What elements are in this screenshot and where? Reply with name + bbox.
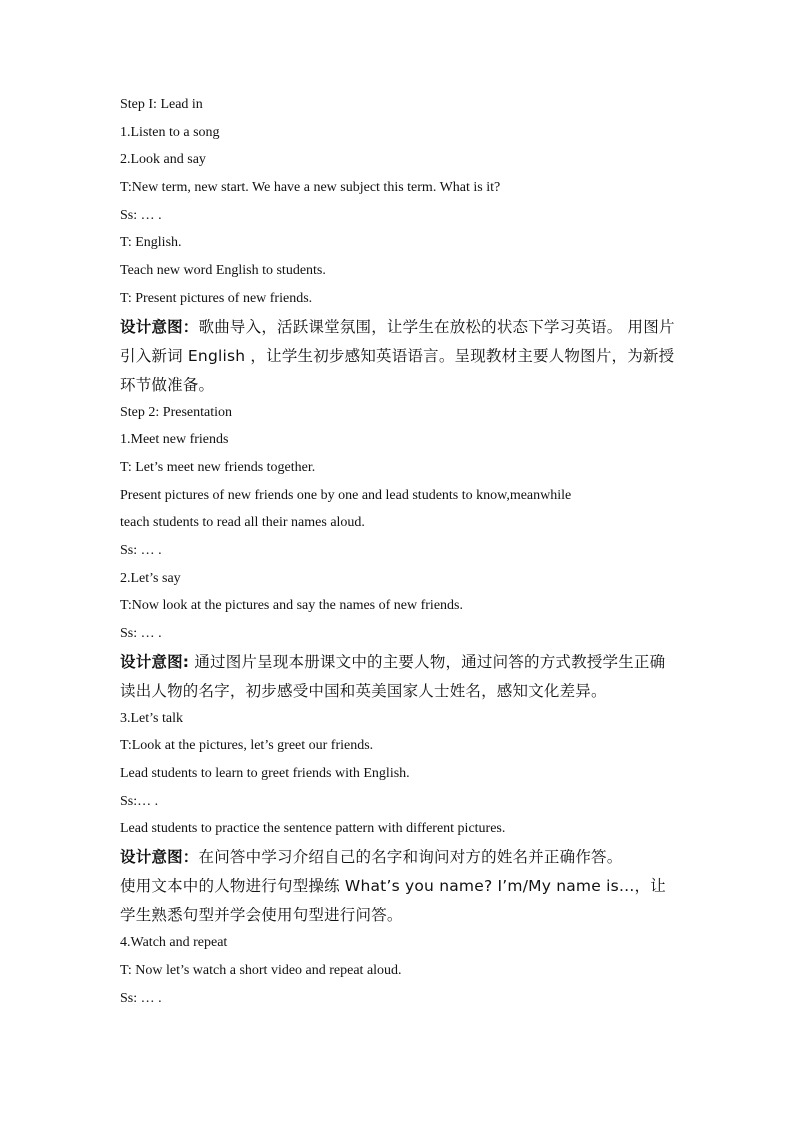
present-pictures-line: T: Present pictures of new friends. xyxy=(120,290,313,306)
listen-song-line: 1.Listen to a song xyxy=(120,124,220,140)
teacher-greet-line: T:Look at the pictures, let’s greet our friends. xyxy=(120,738,374,754)
students-response-line: Ss:… . xyxy=(120,793,159,809)
design-intent-1 xyxy=(120,313,680,400)
design-intent-3-continued: 使用文本中的人物进行句型操练 What’s you name? I’m/My name is…，让学生熟悉句型并学会使用句型进行问答。 xyxy=(120,877,666,925)
teach-word-line: Teach new word English to students. xyxy=(120,263,326,279)
design-intent-3 xyxy=(120,843,680,872)
present-one-by-one-line: Present pictures of new friends one by one and lead students to know,meanwhile xyxy=(120,487,572,503)
teacher-meet-line: T: Let’s meet new friends together. xyxy=(120,459,316,475)
lets-talk-line: 3.Let’s talk xyxy=(120,710,183,726)
students-response-line: Ss: … . xyxy=(120,990,162,1006)
watch-repeat-line: 4.Watch and repeat xyxy=(120,935,228,951)
design-intent-label: 设计意图: xyxy=(120,652,190,671)
teacher-english-line: T: English. xyxy=(120,235,182,251)
look-say-line: 2.Look and say xyxy=(120,152,206,168)
meet-friends-line: 1.Meet new friends xyxy=(120,432,229,448)
design-intent-label: 设计意图： xyxy=(120,848,199,867)
students-response-line: Ss: … . xyxy=(120,207,162,223)
design-intent-label: 设计意图： xyxy=(120,317,199,336)
teach-read-names-line: teach students to read all their names aloud. xyxy=(120,515,365,531)
lead-greet-line: Lead students to learn to greet friends with English. xyxy=(120,766,410,782)
teacher-look-say-line: T:Now look at the pictures and say the names of new friends. xyxy=(120,598,463,614)
step2-heading: Step 2: Presentation xyxy=(120,404,232,420)
design-intent-text: 在问答中学习介绍自己的名字和询问对方的姓名并正确作答。 xyxy=(198,848,623,867)
design-intent-text: 通过图片呈现本册课文中的主要人物，通过问答的方式教授学生正确读出人物的名字，初步感受中国和英美国家人士姓名，感知文化差异。 xyxy=(120,652,666,700)
document-body xyxy=(120,95,680,1016)
students-response-line: Ss: … . xyxy=(120,626,162,641)
teacher-new-term-line: T:New term, new start. We have a new subject this term. What is it? xyxy=(120,180,501,196)
step1-heading: Step I: Lead in xyxy=(120,97,203,112)
design-intent-2 xyxy=(120,648,680,706)
practice-pattern-line: Lead students to practice the sentence pattern with different pictures. xyxy=(120,821,506,837)
design-intent-text: 歌曲导入，活跃课堂氛围，让学生在放松的状态下学习英语。 用图片引入新词 English ，让学生初步感知英语语言。呈现教材主要人物图片，为新授环节做准备。 xyxy=(120,317,675,394)
teacher-watch-line: T: Now let’s watch a short video and repeat aloud. xyxy=(120,962,402,978)
students-response-line: Ss: … . xyxy=(120,542,162,558)
lets-say-line: 2.Let’s say xyxy=(120,570,181,586)
